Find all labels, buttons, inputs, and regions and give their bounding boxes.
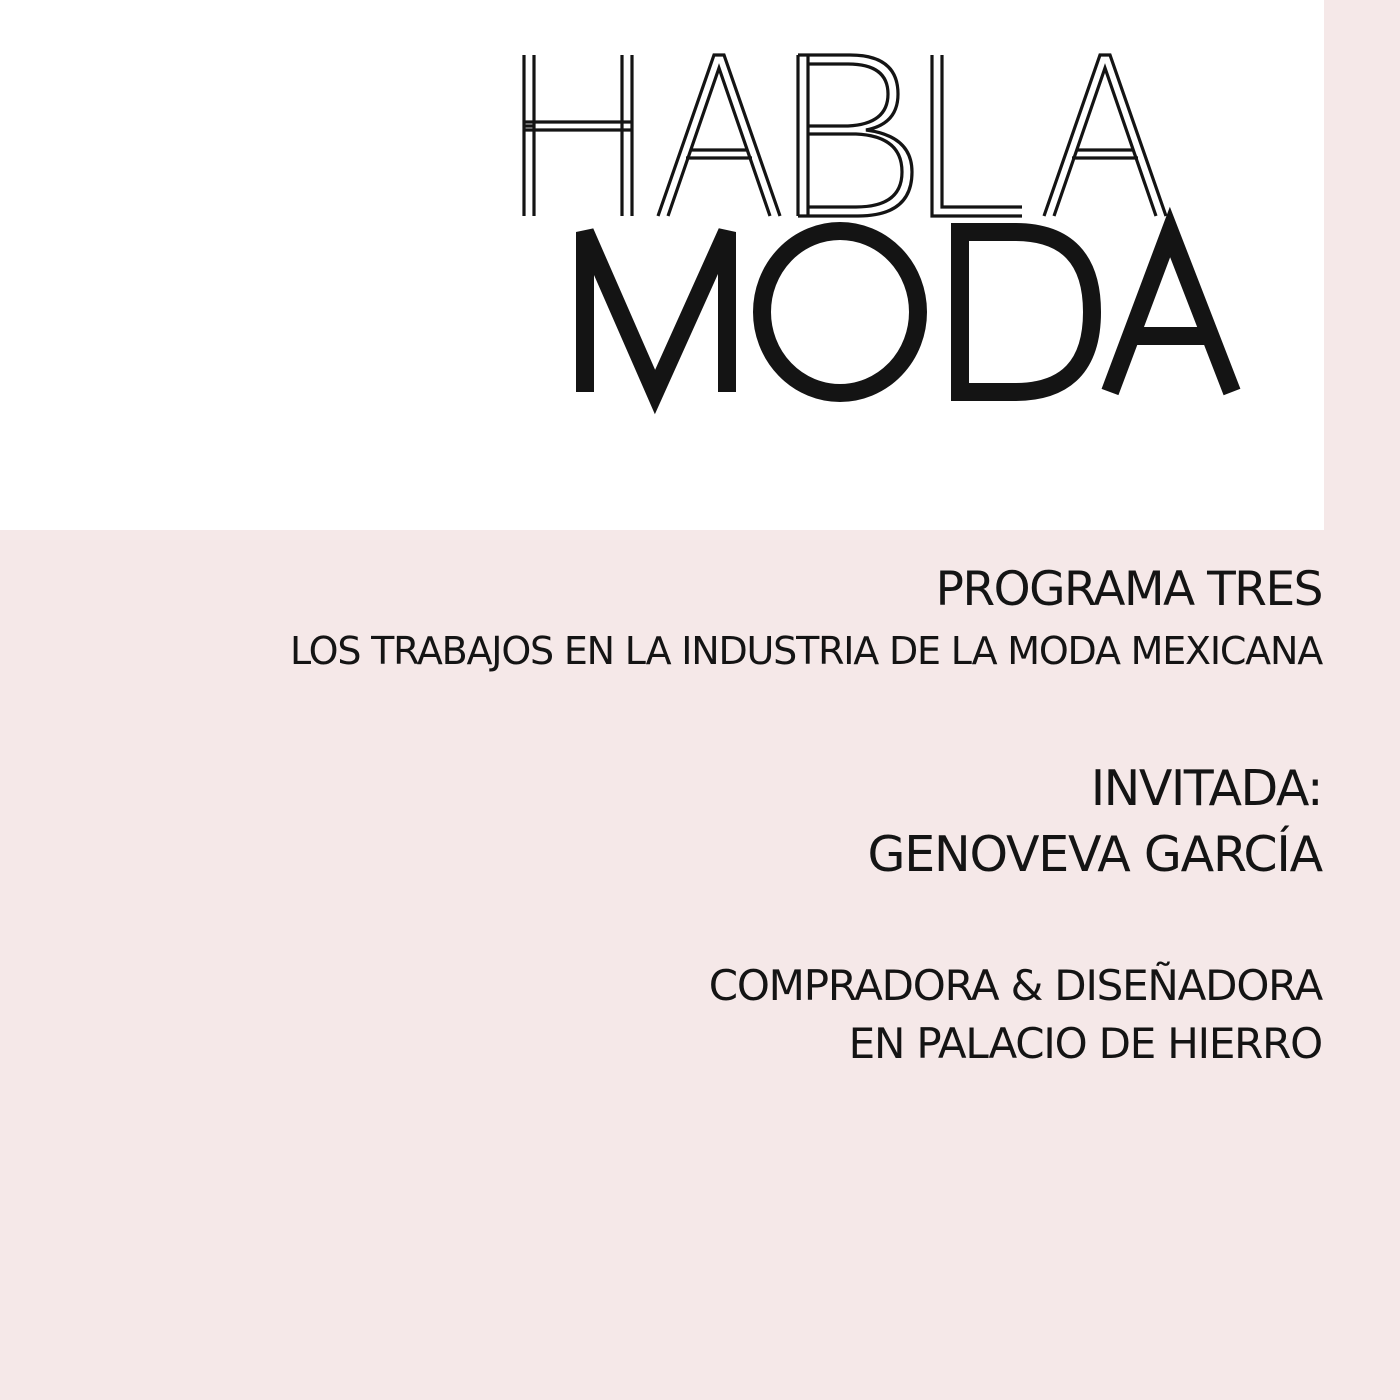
guest-name: GENOVEVA GARCÍA: [867, 826, 1322, 883]
logo-wordmark-moda: [585, 231, 1232, 393]
guest-role-line-2: EN PALACIO DE HIERRO: [848, 1019, 1322, 1068]
guest-role-line-1: COMPRADORA & DISEÑADORA: [708, 961, 1322, 1010]
guest-label: INVITADA:: [1090, 760, 1322, 817]
logo-wordmark-habla: [524, 55, 1166, 216]
program-topic: LOS TRABAJOS EN LA INDUSTRIA DE LA MODA MEXICANA: [290, 629, 1322, 673]
habla-moda-logo: [0, 0, 1324, 530]
program-number: PROGRAMA TRES: [935, 562, 1322, 617]
